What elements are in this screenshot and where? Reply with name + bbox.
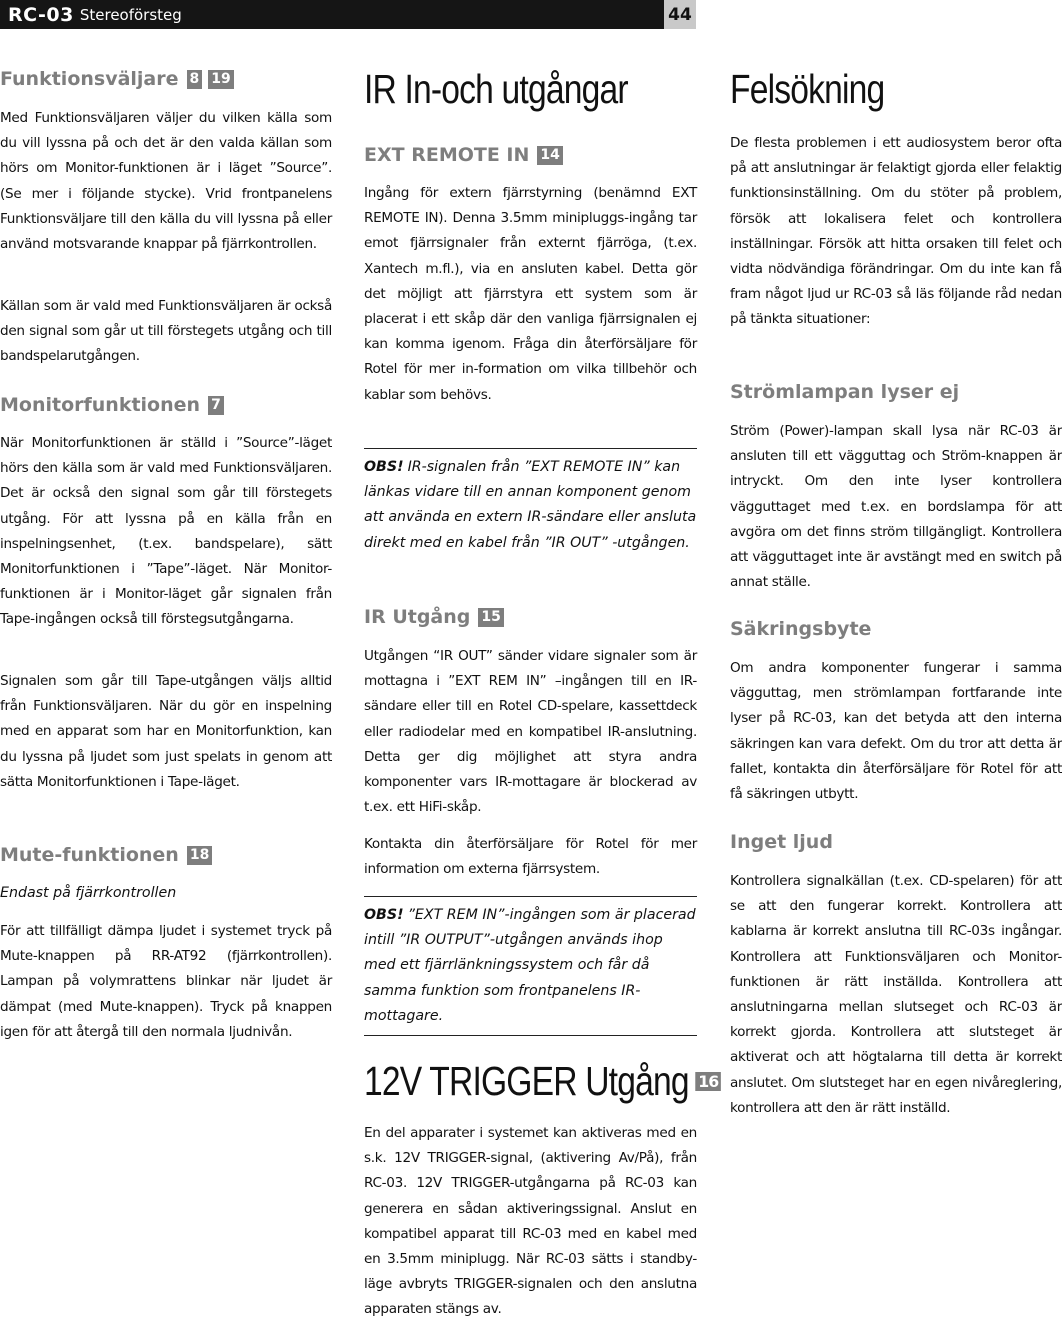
heading-inget-ljud bbox=[730, 831, 1062, 853]
heading-ir-utgang bbox=[364, 606, 697, 628]
heading-ir: IR In-och utgångar bbox=[364, 66, 628, 112]
paragraph: Kontakta din återförsäljare för Rotel för mer information om externa fjärrsystem. bbox=[364, 836, 697, 878]
heading-ext-remote-in bbox=[364, 144, 697, 166]
paragraph: Kontrollera signalkällan (t.ex. CD-spelaren) för att se att den fungerar korrekt. Kontrollera att kablarna är korrekt anslutna till RC-03s ingångar. Kontrollera att Funktionsväljaren och Monitor-funktionen är rätt inställda. Kontrollera att anslutningarna mellan slutseget och RC-03 är korrekt gjorda. Kontrollera att slutsteget är aktiverat och att högtalarna till detta är korrekt anslutet. Om slutsteget har en egen nivåreglering, kontrollera att den är rätt inställd. bbox=[730, 873, 1062, 1116]
heading-sakringsbyte bbox=[730, 618, 1062, 640]
header-subtitle: Stereoförsteg bbox=[79, 5, 182, 24]
note-text bbox=[364, 903, 697, 1029]
heading-mute-funktionen bbox=[0, 844, 332, 866]
paragraph: När Monitorfunktionen är ställd i ”Source”-läget hörs den källa som är vald med Funktionsväljaren. Det är också den signal som går till förstegets utgång. För att lyssna på en källa från en inspelningsenhet, (t.ex. bandspelare), sätt Monitorfunktionen i ”Tape”-läget. När Monitor-funktionen är i Monitor-läget går signalen från Tape-ingången också till förstegsutgångarna. bbox=[0, 435, 332, 628]
heading-stromlampan bbox=[730, 381, 1062, 403]
paragraph: Signalen som går till Tape-utgången väljs alltid från Funktionsväljaren. När du gör en inspelning med en apparat som har en Monitorfunktion, kan du lyssna på ljudet som just spelats in genom att sätta Monitorfunktionen i Tape-läget. bbox=[0, 673, 332, 790]
paragraph: En del apparater i systemet kan aktiveras med en s.k. 12V TRIGGER-signal, (aktivering Av/På), från RC-03. 12V TRIGGER-utgångarna på RC-03 kan generera en sådan aktiveringssignal. Anslut en kompatibel apparat till RC-03 med en kabel med en 3.5mm miniplugg. När RC-03 sätts i standby-läge avbryts TRIGGER-signalen och den anslutna apparaten stängs av. bbox=[364, 1125, 697, 1318]
note-label: OBS! bbox=[364, 459, 404, 475]
heading-text: EXT REMOTE IN bbox=[364, 144, 530, 166]
note-box bbox=[364, 448, 697, 556]
heading-text: IR Utgång bbox=[364, 606, 471, 628]
heading-12v-trigger bbox=[364, 1058, 719, 1105]
heading-text: Funktionsväljare bbox=[0, 68, 179, 90]
note-box bbox=[364, 896, 697, 1036]
heading-text: Strömlampan lyser ej bbox=[730, 381, 960, 403]
heading-text: Monitorfunktionen bbox=[0, 394, 201, 416]
note-body: IR-signalen från ”EXT REMOTE IN” kan länkas vidare till en annan komponent genom att använda en extern IR-sändare eller ansluta direkt med en kabel från ”IR OUT” -utgången. bbox=[364, 459, 697, 551]
ref-badge: 19 bbox=[208, 70, 233, 89]
ref-badge: 14 bbox=[537, 146, 562, 165]
note-body: ”EXT REM IN”-ingången som är placerad intill ”IR OUTPUT”-utgången används ihop med ett fjärrlänkningssystem och får då samma funktion som frontpanelens IR-mottagare. bbox=[364, 907, 696, 1024]
paragraph: Utgången “IR OUT” sänder vidare signaler som är mottagna i ”EXT REM IN” –ingången till en IR-sändare eller till en Rotel CD-spelare, kassettdeck eller radiodelar med en kompatibel IR-anslutning. Detta ger dig möjlighet att styra andra komponenter vars IR-mottagare är blockerad av t.ex. ett HiFi-skåp. bbox=[364, 648, 697, 816]
ref-badge: 7 bbox=[208, 396, 224, 415]
heading-text: 12V TRIGGER Utgång bbox=[364, 1058, 689, 1104]
heading-funktionsvaljare bbox=[0, 68, 332, 90]
heading-text: Mute-funktionen bbox=[0, 844, 179, 866]
paragraph: Med Funktionsväljaren väljer du vilken källa som du vill lyssna på och det är den valda källan som hörs om Monitor-funktionen är i läget ”Source”. (Se mer i följande stycke). Vrid frontpanelens Funktionsväljare till den källa du vill lyssna på eller använd motsvarande knappar på fjärrkontrollen. bbox=[0, 110, 332, 253]
paragraph: Om andra komponenter fungerar i samma vägguttag, men strömlampan fortfarande inte lyser på RC-03, kan det betyda att den interna säkringen kan vara defekt. Om du tror att detta är fallet, kontakta din återförsäljare för Rotel för att få säkringen utbytt. bbox=[730, 660, 1062, 803]
page-number: 44 bbox=[664, 0, 696, 29]
paragraph: För att tillfälligt dämpa ljudet i systemet tryck på Mute-knappen på RR-AT92 (fjärrkontrollen). Lampan på volymrattens blinkar när ljudet är dämpat (med Mute-knappen). Tryck på knappen igen för att återgå till den normala ljudnivån. bbox=[0, 923, 332, 1040]
note-label: OBS! bbox=[364, 907, 404, 923]
page-header bbox=[0, 0, 664, 29]
ref-badge: 15 bbox=[478, 608, 503, 627]
paragraph: Ström (Power)-lampan skall lysa när RC-03 är ansluten till ett vägguttag och Ström-knappen är intryckt. Om den inte lyser kontrollera vägguttaget med t.ex. en bordslampa för att avgöra om det finns ström tillgängligt. Kontrollera att vägguttaget inte är avstängt med en switch på annat ställe. bbox=[730, 423, 1062, 591]
heading-text: Inget ljud bbox=[730, 831, 833, 853]
paragraph: Ingång för extern fjärrstyrning (benämnd EXT REMOTE IN). Denna 3.5mm minipluggs-ingång tar emot fjärrsignaler från externt fjärröga, (t.ex. Xantech m.fl.), via en ansluten kabel. Detta gör det möjligt att fjärrstyra ett system som är placerat i ett skåp där den vanliga fjärrsignalen ej kan komma igenom. Fråga din återförsäljare för Rotel för mer in-formation om vilka tillbehör och kablar som behövs. bbox=[364, 185, 697, 403]
paragraph: De flesta problemen i ett audiosystem beror ofta på att anslutningar är felaktigt gjorda eller felaktig funktionsinställning. Om du stöter på problem, försök att lokalisera felet och kontrollera inställningar. Försök att hitta orsaken till felet och vidta nödvändiga förändringar. Om du inte kan få fram något ljud ur RC-03 så läs följande råd nedan på tänkta situationer: bbox=[730, 135, 1062, 328]
ref-badge: 18 bbox=[187, 846, 212, 865]
heading-monitorfunktionen bbox=[0, 394, 332, 416]
subheading: Endast på fjärrkontrollen bbox=[0, 885, 177, 901]
ref-badge: 8 bbox=[187, 70, 203, 89]
ref-badge: 16 bbox=[695, 1072, 721, 1091]
model-name: RC-03 bbox=[8, 3, 74, 26]
heading-felsokning: Felsökning bbox=[730, 66, 885, 112]
note-text bbox=[364, 455, 697, 556]
heading-text: Säkringsbyte bbox=[730, 618, 872, 640]
paragraph: Källan som är vald med Funktionsväljaren är också den signal som går ut till förstegets utgång och till bandspelarutgången. bbox=[0, 298, 332, 365]
